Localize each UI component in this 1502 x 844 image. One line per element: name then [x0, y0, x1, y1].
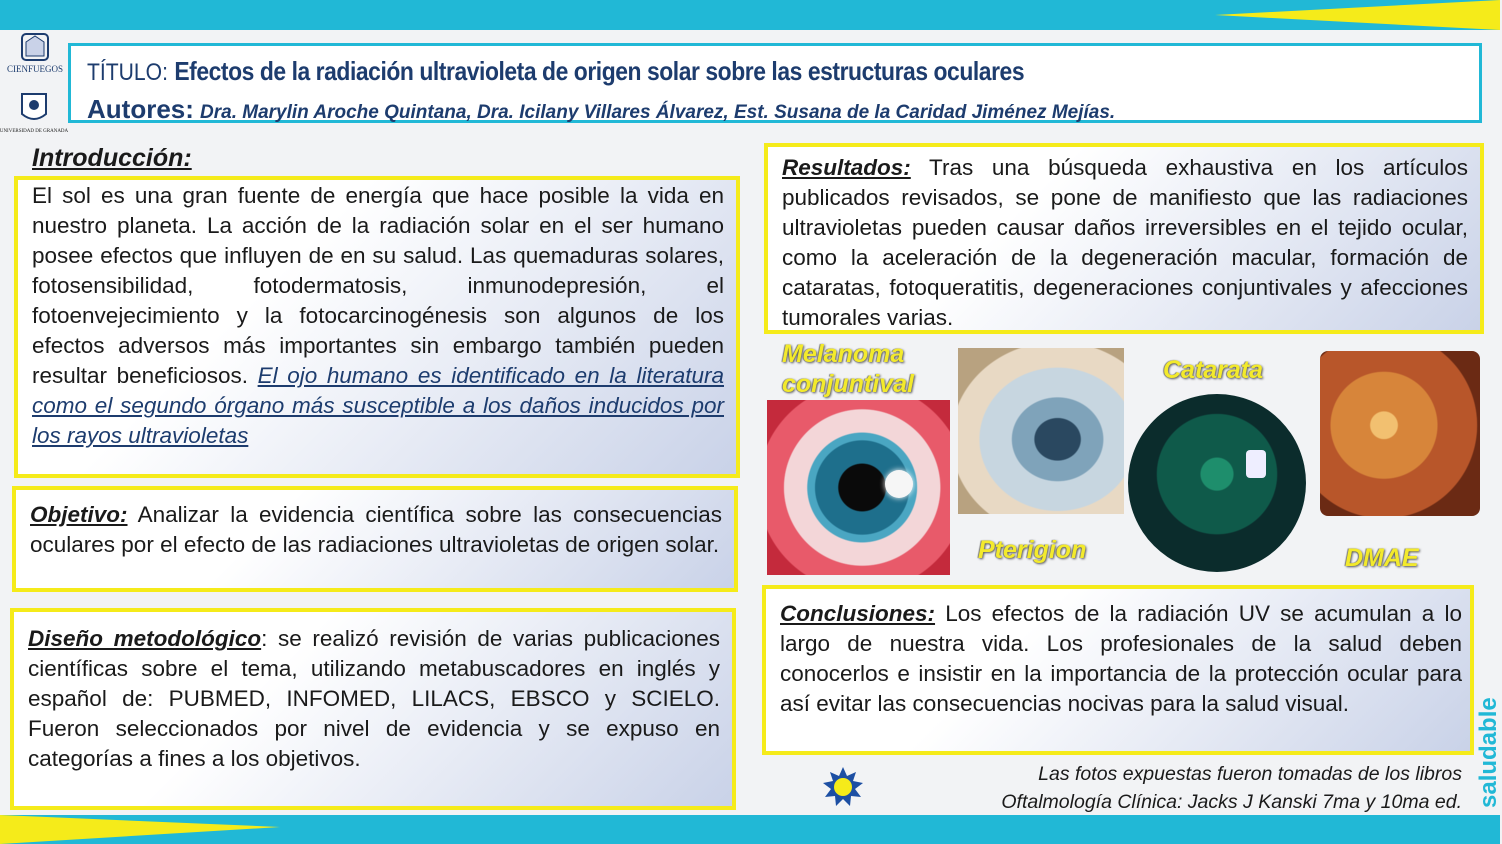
- granada-logo: [0, 90, 69, 140]
- pterigion-caption: Pterigion: [978, 536, 1087, 564]
- bottom-yellow-wedge: [0, 815, 280, 844]
- intro-box: [14, 176, 740, 478]
- top-yellow-wedge: [1215, 0, 1500, 30]
- results-box: [764, 143, 1484, 334]
- design-heading: Diseño metodológico: [28, 626, 262, 651]
- photo-source-line2: Oftalmología Clínica: Jacks J Kanski 7ma y 10ma ed.: [1001, 791, 1462, 813]
- intro-heading: Introducción:: [32, 144, 192, 172]
- conclusions-box: [762, 585, 1474, 755]
- conclusions-body: Los efectos de la radiación UV se acumulan a lo largo de nuestra vida. Los profesionales de la salud deben conocerlos e insistir en la importancia de la protección ocular para así evitar las consecuencias nocivas para la salud visual.: [780, 601, 1462, 716]
- title-box: [68, 43, 1482, 123]
- conclusions-heading: Conclusiones:: [780, 601, 936, 626]
- logos: [0, 32, 69, 142]
- photo-source-line1: Las fotos expuestas fueron tomadas de los libros: [1038, 763, 1462, 785]
- catarata-caption: Catarata: [1163, 356, 1264, 384]
- melanoma-caption-line2: conjuntival: [782, 370, 914, 398]
- design-box: [10, 608, 736, 810]
- design-text: [28, 624, 720, 774]
- page-title: Efectos de la radiación ultravioleta de origen solar sobre las estructuras oculares: [174, 56, 1025, 86]
- intro-link[interactable]: El ojo humano es identificado en la literatura como el segundo órgano más susceptible a los daños inducidos por los rayos ultravioletas: [32, 363, 724, 448]
- logo1-label: CIENFUEGOS: [6, 64, 64, 74]
- results-heading: Resultados:: [782, 155, 911, 180]
- dmae-photo: [1320, 351, 1480, 516]
- authors-line: [87, 94, 1115, 125]
- pterigion-photo: [958, 348, 1124, 514]
- melanoma-photo: [767, 400, 950, 575]
- melanoma-caption: [782, 339, 942, 399]
- brand-name: saludable: [1475, 697, 1502, 808]
- objective-text: [30, 500, 722, 560]
- intro-body: El sol es una gran fuente de energía que hace posible la vida en nuestro planeta. La acción de la radiación solar en el ser humano posee efectos que influyen de en su salud. Las quemaduras solares, fotosensibilidad, fotodermatosis, inmunodepresión, el fotoenvejecimiento y la fotocarcinogénesis son algunos de los efectos adversos más importantes sin embargo también pueden resultar beneficiosos.: [32, 183, 724, 388]
- design-body: : se realizó revisión de varias publicaciones científicas sobre el tema, utilizando metabuscadores en inglés y español de: PUBMED, INFOMED, LILACS, EBSCO y SCIELO. Fueron seleccionados por nivel de evidencia y se expuso en categorías a fines a los objetivos.: [28, 626, 720, 771]
- photo-source-note: [880, 760, 1462, 816]
- sun-icon: [822, 766, 864, 808]
- results-body: Tras una búsqueda exhaustiva en los artículos publicados revisados, se pone de manifiesto que las radiaciones ultravioletas pueden causar daños irreversibles en el tejido ocular, como la aceleración de la degeneración macular, formación de cataratas, fotoqueratitis, degeneraciones conjuntivales y afecciones tumorales varias.: [782, 155, 1468, 330]
- authors-prefix: Autores:: [87, 94, 194, 124]
- objective-body: Analizar la evidencia científica sobre las consecuencias oculares por el efecto de las radiaciones ultravioletas de origen solar.: [30, 502, 722, 557]
- conclusions-text: [780, 599, 1462, 719]
- cienfuegos-logo: [4, 32, 66, 82]
- authors-list: Dra. Marylin Aroche Quintana, Dra. Icilany Villares Álvarez, Est. Susana de la Caridad Jiménez Mejías.: [200, 102, 1116, 123]
- objective-box: [12, 486, 738, 592]
- catarata-photo: [1128, 394, 1306, 572]
- results-text: [782, 153, 1468, 333]
- intro-text: [32, 181, 724, 451]
- title-line: [87, 56, 1024, 87]
- logo2-label: UNIVERSIDAD DE GRANADA: [0, 129, 69, 134]
- melanoma-caption-line1: Melanoma: [782, 340, 905, 368]
- dmae-caption: DMAE: [1345, 544, 1419, 572]
- title-prefix: TÍTULO:: [87, 59, 168, 86]
- saludable-brand: [1472, 650, 1502, 810]
- objective-heading: Objetivo:: [30, 502, 128, 527]
